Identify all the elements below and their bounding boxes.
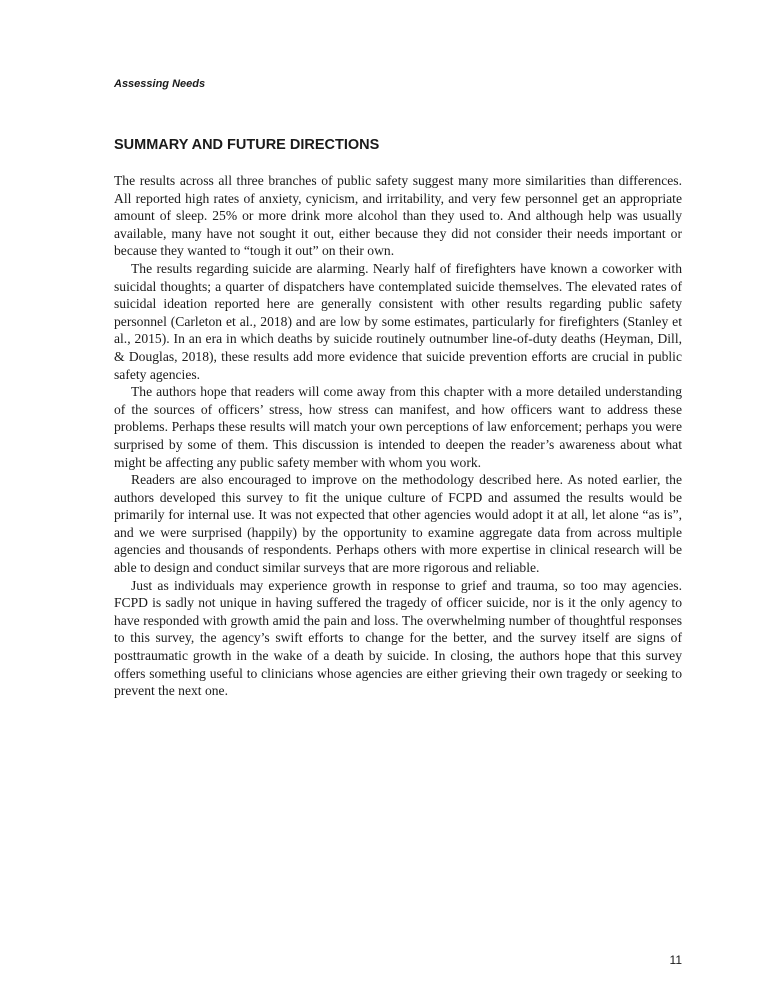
paragraph-similarities: The results across all three branches of public safety suggest many more similarities than differences. All reported high rates of anxiety, cynicism, and irritability, and very few personnel get an appropriate amount of sleep. 25% or more drink more alcohol than they used to. And although help was usually available, many have not sought it out, either because they did not consider their needs important or because they wanted to “tough it out” on their own.: [114, 173, 682, 259]
running-head: Assessing Needs: [114, 78, 206, 90]
paragraph-methodology: Readers are also encouraged to improve on the methodology described here. As noted earlier, the authors developed this survey to fit the unique culture of FCPD and assumed the results would be primarily for internal use. It was not expected that other agencies would adopt it at all, let alone “as is”, and we were surprised (happily) by the opportunity to examine aggregate data from across multiple agencies and thousands of respondents. Perhaps others with more expertise in clinical research will be able to design and conduct similar surveys that are more rigorous and reliable.: [114, 472, 682, 576]
paragraph-growth: Just as individuals may experience growth in response to grief and trauma, so too may agencies. FCPD is sadly not unique in having suffered the tragedy of officer suicide, nor is it the only agency to have responded with growth amid the pain and loss. The overwhelming number of thoughtful responses to this survey, the agency’s swift efforts to change for the better, and the survey itself are signs of posttraumatic growth in the wake of a death by suicide. In closing, the authors hope that this survey offers something useful to clinicians whose agencies are either grieving their own tragedy or seeking to prevent the next one.: [114, 577, 682, 699]
page-number: 11: [669, 953, 682, 967]
body-text: [114, 172, 682, 700]
paragraph-reader-understanding: The authors hope that readers will come away from this chapter with a more detailed understanding of the sources of officers’ stress, how stress can manifest, and how officers want to address these problems. Perhaps these results will match your own perceptions of law enforcement; perhaps you were surprised by some of them. This discussion is intended to deepen the reader’s awareness about what might be affecting any public safety member with whom you work.: [114, 384, 682, 470]
paragraph-suicide-results: The results regarding suicide are alarming. Nearly half of firefighters have known a coworker with suicidal thoughts; a quarter of dispatchers have contemplated suicide themselves. The elevated rates of suicidal ideation reported here are generally consistent with other results regarding public safety personnel (Carleton et al., 2018) and are low by some estimates, particularly for firefighters (Stanley et al., 2015). In an era in which deaths by suicide routinely outnumber line-of-duty deaths (Heyman, Dill, & Douglas, 2018), these results add more evidence that suicide prevention efforts are crucial in public safety agencies.: [114, 260, 682, 382]
section-heading: SUMMARY AND FUTURE DIRECTIONS: [114, 137, 380, 153]
